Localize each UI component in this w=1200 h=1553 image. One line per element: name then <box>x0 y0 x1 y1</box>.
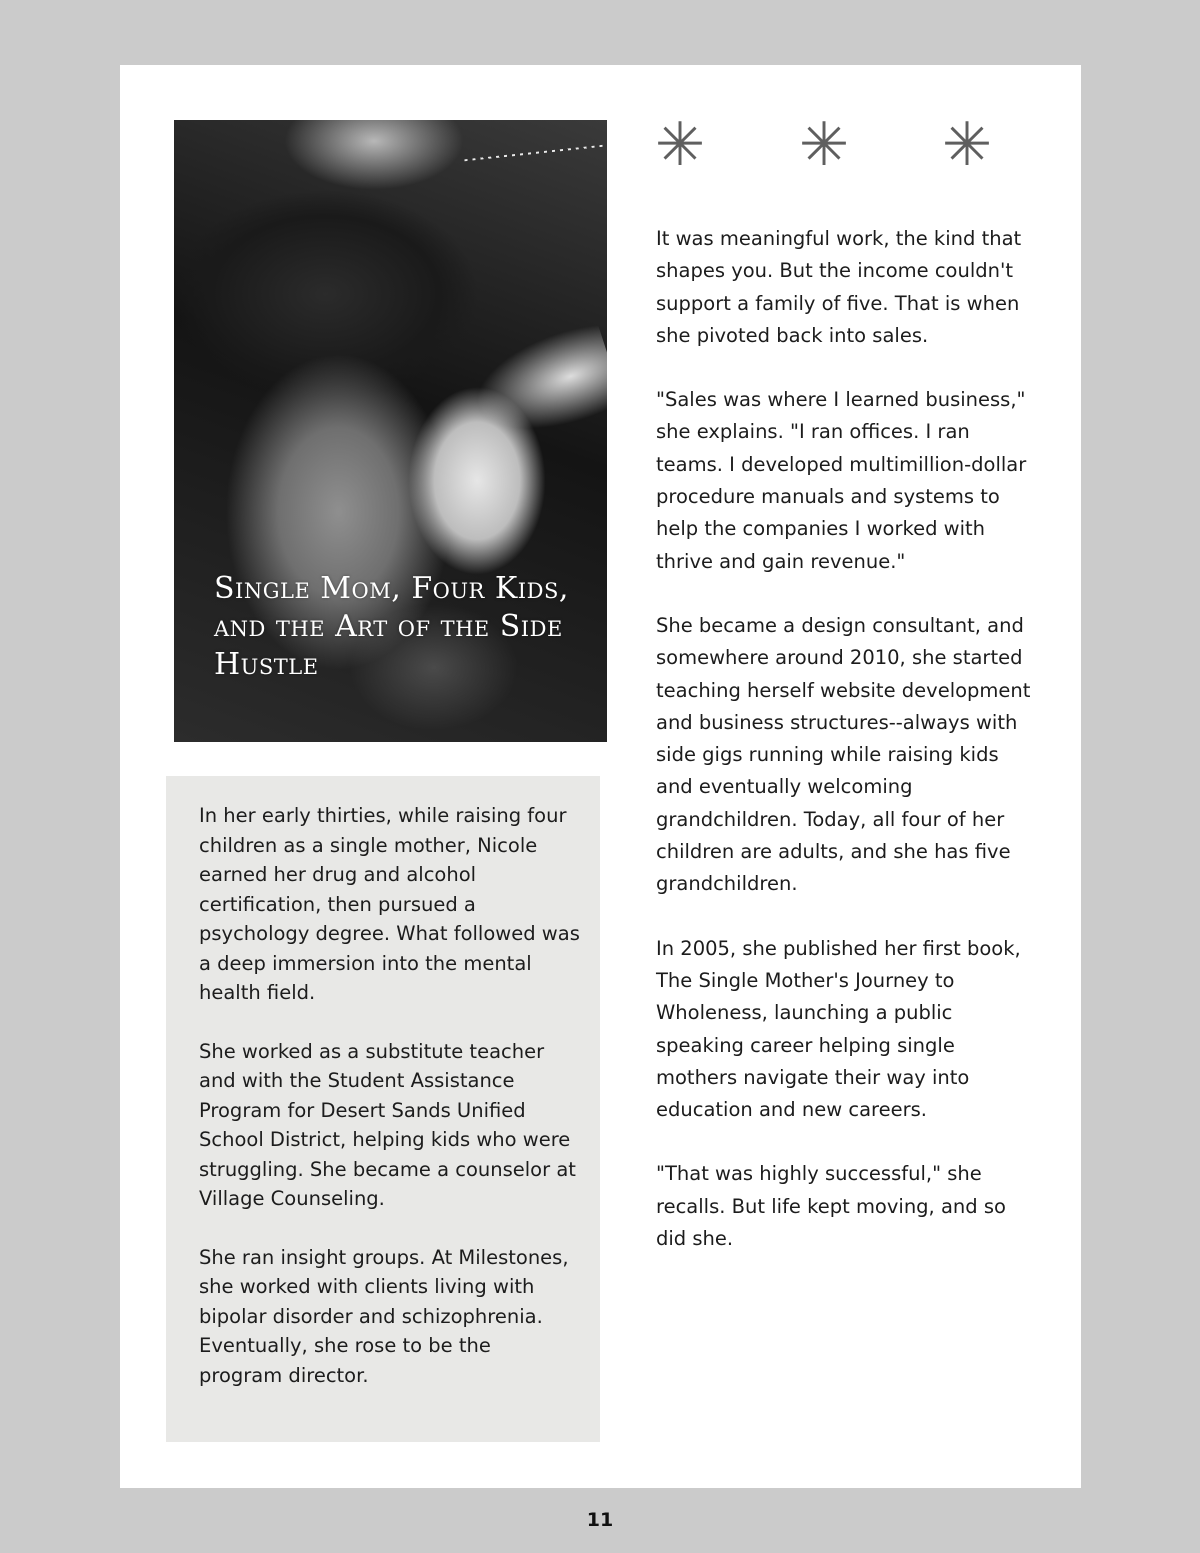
sidebar-paragraph: She worked as a substitute teacher and with the Student Assistance Program for Desert Sands Unified School District, helping kids who were struggling. She became a counselor at Village Counseling. <box>199 1039 576 1210</box>
photo-fire-glow <box>464 321 607 450</box>
asterisk-icon: ✳ <box>941 110 993 180</box>
article-paragraph: In 2005, she published her first book, The Single Mother's Journey to Wholeness, launching a public speaking career helping single mothers navigate their way into education and new careers. <box>656 936 1021 1122</box>
feature-title: Single Mom, Four Kids, and the Art of the Side Hustle <box>214 571 569 682</box>
asterisk-divider <box>650 110 1000 180</box>
article-paragraph: "Sales was where I learned business," she explains. "I ran offices. I ran teams. I developed multimillion-dollar procedure manuals and systems to help the companies I worked with thrive and gain revenue." <box>656 388 1027 573</box>
photo-background-tree <box>284 120 464 190</box>
sidebar-paragraph: She ran insight groups. At Milestones, she worked with clients living with bipolar disorder and schizophrenia. Eventually, she rose to be the program director. <box>199 1245 569 1387</box>
article-paragraph: It was meaningful work, the kind that shapes you. But the income couldn't support a family of five. That is when she pivoted back into sales. <box>656 227 1022 347</box>
page-number: 11 <box>586 1509 614 1531</box>
article-column <box>656 223 1036 1287</box>
sidebar-box <box>166 776 600 1442</box>
sidebar-paragraph: In her early thirties, while raising four children as a single mother, Nicole earned her drug and alcohol certification, then pursued a psychology degree. What followed was a deep immersion into the mental health field. <box>199 804 580 1004</box>
article-paragraph: She became a design consultant, and somewhere around 2010, she started teaching herself website development and business structures--always with side gigs running while raising kids and eventually welcoming grandchildren. Today, all four of her children are adults, and she has five grandchildren. <box>656 613 1031 896</box>
photo-string-lights <box>464 145 603 162</box>
asterisk-icon: ✳ <box>654 110 706 180</box>
asterisk-icon: ✳ <box>798 110 850 180</box>
feature-photo <box>174 120 607 742</box>
article-paragraph: "That was highly successful," she recalls. But life kept moving, and so did she. <box>656 1162 1006 1251</box>
magazine-page <box>120 65 1081 1488</box>
